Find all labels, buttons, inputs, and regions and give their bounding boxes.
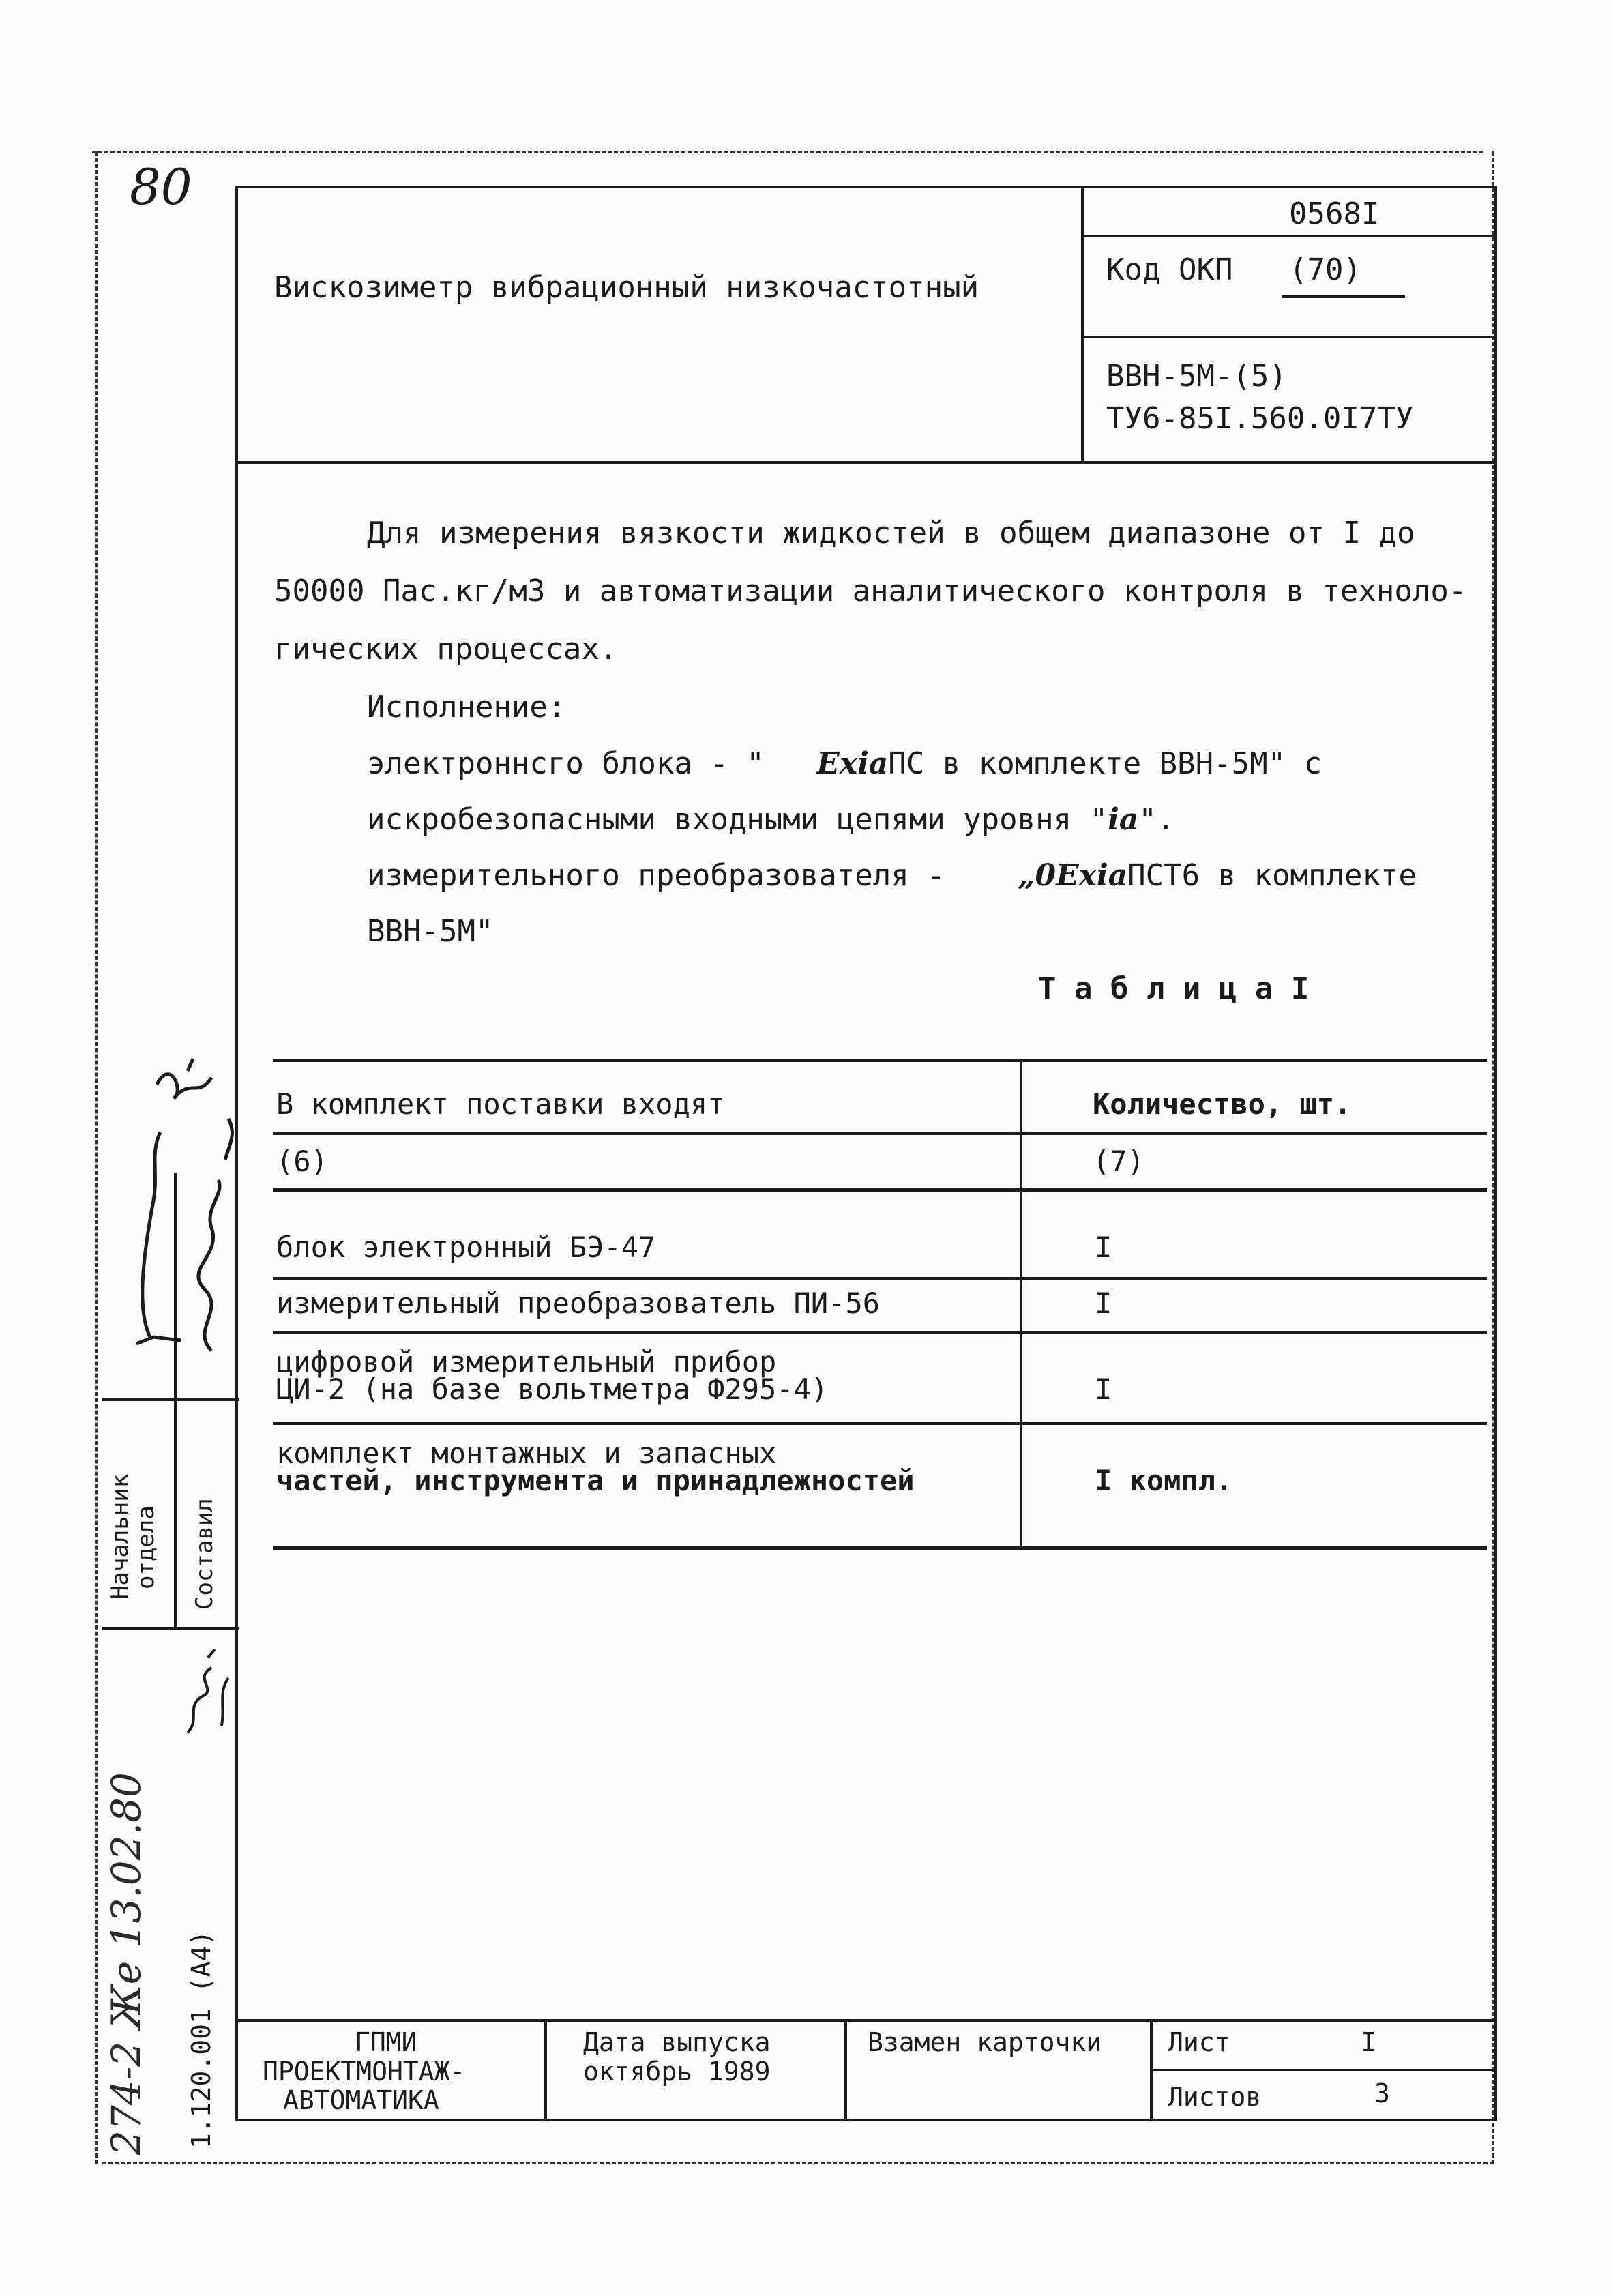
- exec3-prefix: измерительного преобразователя -: [367, 858, 945, 893]
- table-row3-line: [273, 1422, 1487, 1425]
- exec2-prefix: искробезопасными входными цепями уровня ": [367, 802, 1108, 837]
- footer-divider-1: [544, 2019, 547, 2121]
- table-num-line: [273, 1188, 1487, 1192]
- okp-value: (70): [1289, 252, 1361, 287]
- execution-line1: [367, 746, 1322, 781]
- body-para-line3: гических процессах.: [274, 632, 618, 666]
- table-col1-num: (6): [276, 1145, 328, 1178]
- left-dashed-border: [95, 151, 98, 2164]
- exec1-prefix: электроннсго блока - ": [367, 746, 765, 781]
- margin-block-bottom: [102, 1627, 239, 1630]
- body-para-line1: Для измерения вязкости жидкостей в общем диапазоне от I до: [367, 516, 1415, 550]
- margin-handwritten-annotation: 274-2 Же 13.02.80: [103, 1772, 149, 2155]
- table-row-qty: I: [1095, 1372, 1112, 1406]
- exec2-mark: ia: [1108, 802, 1139, 837]
- product-title: Вискозиметр вибрационный низкочастотный: [274, 270, 979, 305]
- footer-top-line: [235, 2019, 1497, 2022]
- exec1-suffix: ПС в комплекте ВВН-5М" с: [888, 746, 1322, 781]
- footer-bottom-line: [235, 2119, 1497, 2121]
- execution-line3: [367, 858, 1417, 893]
- header-divider: [1081, 186, 1084, 464]
- table-col2-header: Количество, шт.: [1093, 1087, 1352, 1121]
- table-caption: Т а б л и ц а I: [1038, 971, 1310, 1006]
- footer-replaces-label: Взамен карточки: [868, 2027, 1102, 2057]
- exec3-suffix: ПСТ6 в комплекте: [1127, 858, 1417, 893]
- table-top-line: [273, 1059, 1487, 1062]
- signature-mark-right: [198, 1119, 233, 1351]
- execution-line3-cont: ВВН-5М": [367, 914, 494, 949]
- table-header-line: [273, 1132, 1487, 1135]
- footer-sheet-label: Лист: [1168, 2027, 1230, 2057]
- okp-cell-line: [1081, 336, 1497, 338]
- frame-right-line: [1494, 186, 1497, 2121]
- footer-sheets-label: Листов: [1168, 2082, 1262, 2112]
- margin-form-code: 1.120.001 (А4): [186, 1930, 216, 2149]
- footer-date-label: Дата выпуска: [583, 2027, 771, 2057]
- table-column-divider: [1020, 1059, 1022, 1548]
- small-signature: [174, 1644, 242, 1746]
- table-row-qty: I: [1095, 1231, 1112, 1264]
- signature-mark-left: [136, 1132, 181, 1344]
- margin-dept-head-line2: отдела: [132, 1505, 160, 1589]
- execution-label: Исполнение:: [367, 690, 566, 724]
- footer-divider-2: [844, 2019, 847, 2121]
- margin-dept-head-line1: Начальник: [106, 1473, 134, 1600]
- table-col1-header: В комплект поставки входят: [276, 1087, 725, 1121]
- margin-compiled-label: Составил: [191, 1498, 218, 1610]
- footer-sheet-line: [1150, 2069, 1497, 2071]
- exec2-suffix: ".: [1138, 802, 1175, 837]
- table-row1-line: [273, 1277, 1487, 1280]
- body-para-line2: 50000 Пас.кг/м3 и автоматизации аналитического контроля в техноло-: [274, 574, 1467, 608]
- bottom-dashed-border: [102, 2162, 1494, 2164]
- table-row-item: измерительный преобразователь ПИ-56: [276, 1286, 881, 1320]
- product-code: 0568I: [1289, 196, 1380, 231]
- exec3-mark: „0Exia: [1018, 858, 1128, 893]
- footer-sheet-value: I: [1361, 2027, 1376, 2057]
- table-col2-num: (7): [1093, 1145, 1144, 1178]
- model-designation: ВВН-5М-(5): [1106, 359, 1287, 394]
- table-row-item: блок электронный БЭ-47: [276, 1231, 656, 1264]
- code-cell-line: [1081, 235, 1497, 237]
- okp-underline: [1282, 295, 1405, 298]
- footer-org-line3: АВТОМАТИКА: [283, 2085, 439, 2115]
- table-row2-line: [273, 1331, 1487, 1334]
- header-bottom-line: [235, 461, 1497, 464]
- table-row-item-line2: ЦИ-2 (на базе вольтметра Ф295-4): [276, 1372, 829, 1406]
- table-row-qty: I компл.: [1095, 1464, 1233, 1497]
- footer-date-value: октябрь 1989: [583, 2057, 771, 2087]
- footer-org-line1: ГПМИ: [355, 2027, 417, 2057]
- table-bottom-line: [273, 1546, 1487, 1550]
- execution-line2: [367, 802, 1175, 837]
- signature-mark-top: [157, 1059, 211, 1098]
- table-row-item-line2: частей, инструмента и принадлежностей: [276, 1464, 915, 1497]
- table-row-item-line1: цифровой измерительный прибор: [276, 1345, 777, 1379]
- signature-scribbles: [109, 1050, 246, 1405]
- exec1-mark: Exia: [816, 746, 889, 781]
- footer-org-line2: ПРОЕКТМОНТАЖ-: [263, 2057, 466, 2087]
- table-row-qty: I: [1095, 1286, 1112, 1320]
- small-signature-mark: [188, 1649, 228, 1733]
- frame-top-line: [235, 186, 1497, 188]
- table-row-item-line1: комплект монтажных и запасных: [276, 1437, 777, 1470]
- top-dashed-border: [92, 151, 1483, 153]
- footer-sheets-value: 3: [1374, 2078, 1390, 2108]
- okp-label: Код ОКП: [1106, 252, 1233, 287]
- page-number: 80: [130, 158, 192, 216]
- spec-number: ТУ6-85I.560.0I7ТУ: [1106, 401, 1414, 436]
